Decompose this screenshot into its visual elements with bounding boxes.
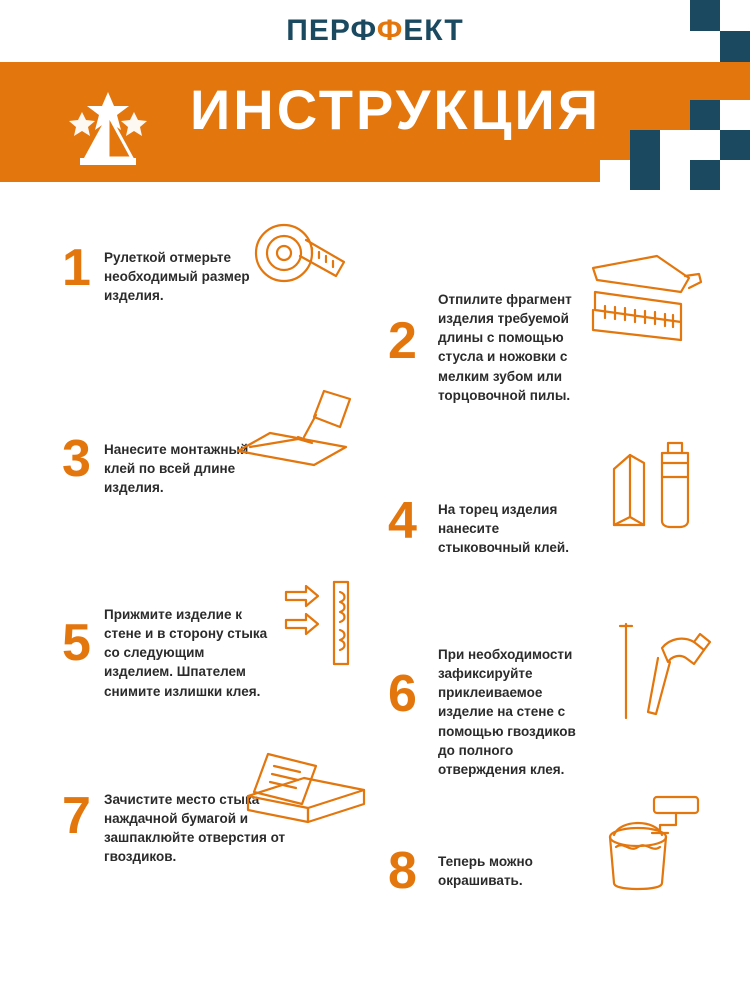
step-number: 8	[388, 842, 417, 900]
paint-roller-bucket-icon	[600, 785, 710, 895]
brand-text: ПЕРФФЕКТ	[286, 14, 464, 47]
step-text: Рулеткой отмерьте необходимый размер изделия.	[104, 250, 250, 304]
step-number: 2	[388, 312, 417, 370]
brand-title	[0, 14, 750, 48]
glue-gun-icon	[228, 385, 358, 475]
checker-decoration-top-right	[690, 0, 750, 62]
press-arrows-moulding-icon	[282, 578, 372, 668]
step-number: 6	[388, 665, 417, 723]
step-text: Нанесите монтажный клей по всей длине изделия.	[104, 442, 249, 496]
step-text: Зачистите место стыка наждачной бумагой и зашпаклюйте отверстия от гвоздиков.	[104, 792, 286, 865]
step-text: Отпилите фрагмент изделия требуемой длины с помощью стусла и ножовки с мелким зубом или торцовочной пилы.	[438, 292, 572, 403]
tree-logo-icon	[58, 72, 158, 172]
step-number: 1	[62, 239, 91, 297]
hammer-nail-icon	[608, 618, 718, 728]
step-text: При необходимости зафиксируйте приклеиваемое изделие на стене с помощью гвоздиков до полного отверждения клея.	[438, 647, 576, 777]
step-number: 7	[62, 787, 91, 845]
step-number: 5	[62, 614, 91, 672]
step-text: Теперь можно окрашивать.	[438, 854, 533, 889]
page-header	[0, 0, 750, 190]
step-number: 3	[62, 430, 91, 488]
page-title: ИНСТРУКЦИЯ	[190, 78, 601, 141]
step-text: На торец изделия нанесите стыковочный клей.	[438, 502, 569, 556]
handsaw-miter-box-icon	[585, 248, 705, 348]
sandpaper-icon	[240, 748, 370, 828]
checker-decoration-bottom-right	[600, 100, 750, 190]
steps-container	[0, 190, 750, 1000]
tape-measure-icon	[248, 218, 358, 298]
glue-tube-icon	[600, 425, 710, 535]
step-text: Прижмите изделие к стене и в сторону стыка со следующим изделием. Шпателем снимите излишки клея.	[104, 607, 268, 699]
step-number: 4	[388, 492, 417, 550]
